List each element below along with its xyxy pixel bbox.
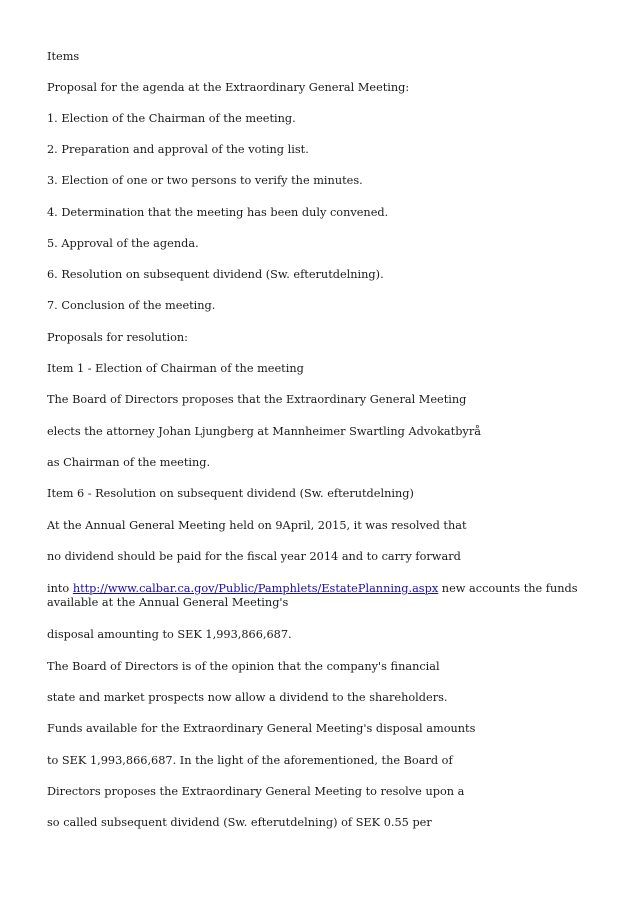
agenda-item-7: 7. Conclusion of the meeting. bbox=[47, 299, 216, 312]
item-1-heading: Item 1 - Election of Chairman of the meeting bbox=[47, 362, 304, 375]
agenda-item-3: 3. Election of one or two persons to verify the minutes. bbox=[47, 174, 363, 187]
estate-planning-link[interactable]: http://www.calbar.ca.gov/Public/Pamphlets/EstatePlanning.aspx bbox=[72, 582, 439, 595]
heading-items: Items bbox=[47, 50, 80, 63]
paragraph-line: disposal amounting to SEK 1,993,866,687. bbox=[47, 628, 292, 641]
paragraph-line: as Chairman of the meeting. bbox=[47, 456, 211, 469]
paragraph-line: so called subsequent dividend (Sw. efterutdelning) of SEK 0.55 per bbox=[47, 816, 432, 829]
paragraph-line: Directors proposes the Extraordinary General Meeting to resolve upon a bbox=[47, 785, 465, 798]
link-prefix: into bbox=[47, 582, 73, 595]
agenda-item-5: 5. Approval of the agenda. bbox=[47, 237, 199, 250]
link-suffix: new accounts the funds available at the Annual General Meeting's bbox=[47, 582, 578, 609]
paragraph-line: The Board of Directors proposes that the Extraordinary General Meeting bbox=[47, 393, 467, 406]
agenda-item-2: 2. Preparation and approval of the voting list. bbox=[47, 143, 309, 156]
agenda-intro: Proposal for the agenda at the Extraordinary General Meeting: bbox=[47, 81, 410, 94]
agenda-item-6: 6. Resolution on subsequent dividend (Sw. efterutdelning). bbox=[47, 268, 384, 281]
document-page bbox=[47, 0, 607, 903]
paragraph-line: The Board of Directors is of the opinion that the company's financial bbox=[47, 660, 440, 673]
agenda-item-4: 4. Determination that the meeting has been duly convened. bbox=[47, 206, 389, 219]
item-6-heading: Item 6 - Resolution on subsequent dividend (Sw. efterutdelning) bbox=[47, 487, 414, 500]
paragraph-line: elects the attorney Johan Ljungberg at Mannheimer Swartling Advokatbyrå bbox=[47, 425, 481, 438]
paragraph-line: no dividend should be paid for the fiscal year 2014 and to carry forward bbox=[47, 550, 461, 563]
link-paragraph bbox=[47, 582, 607, 610]
paragraph-line: state and market prospects now allow a dividend to the shareholders. bbox=[47, 691, 448, 704]
paragraph-line: At the Annual General Meeting held on 9April, 2015, it was resolved that bbox=[47, 519, 467, 532]
paragraph-line: Funds available for the Extraordinary General Meeting's disposal amounts bbox=[47, 722, 476, 735]
agenda-item-1: 1. Election of the Chairman of the meeting. bbox=[47, 112, 296, 125]
proposals-heading: Proposals for resolution: bbox=[47, 331, 188, 344]
paragraph-line: to SEK 1,993,866,687. In the light of the aforementioned, the Board of bbox=[47, 754, 453, 767]
